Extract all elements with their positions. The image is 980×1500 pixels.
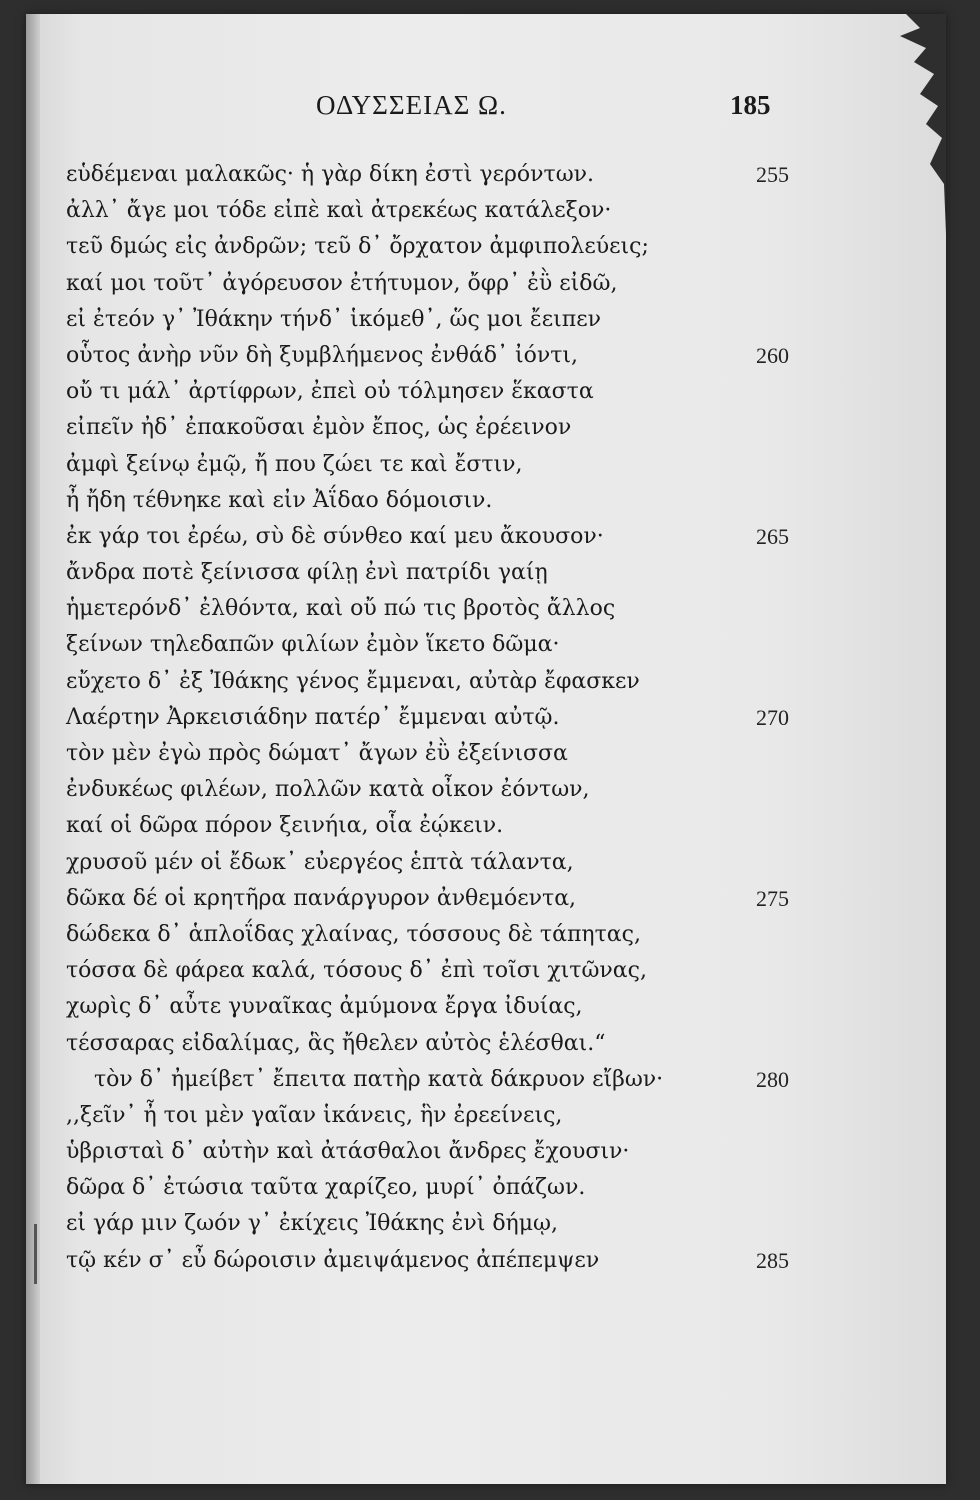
verse-text: τέσσαρας εἰδαλίμας, ἃς ἤθελεν αὐτὸς ἑλέσθαι.“ <box>66 1030 606 1056</box>
page-number: 185 <box>730 90 771 120</box>
verse-line <box>66 1062 866 1098</box>
book-page <box>26 14 946 1484</box>
verse-line <box>66 591 866 627</box>
verse-text: ξείνων τηλεδαπῶν φιλίων ἐμὸν ἵκετο δῶμα· <box>66 632 560 658</box>
verse-line <box>66 1098 866 1134</box>
verse-text: ἐκ γάρ τοι ἐρέω, σὺ δὲ σύνθεο καί μευ ἄκουσον· <box>66 523 604 549</box>
verse-line <box>66 157 866 193</box>
line-number: 255 <box>756 162 789 187</box>
verse-text: τόσσα δὲ φάρεα καλά, τόσους δ᾽ ἐπὶ τοῖσι χιτῶνας, <box>66 958 647 984</box>
verse-line <box>66 1026 866 1062</box>
verse-line <box>66 989 866 1025</box>
line-number: 285 <box>756 1247 789 1273</box>
verse-line <box>66 302 866 338</box>
line-number: 265 <box>756 523 789 549</box>
verse-line <box>66 519 866 555</box>
verse-line <box>66 664 866 700</box>
verse-text: δῶκα δέ οἱ κρητῆρα πανάργυρον ἀνθεμόεντα, <box>66 885 577 911</box>
book-title: ΟΔΥΣΣΕΙΑΣ Ω. <box>316 90 507 120</box>
line-number: 270 <box>756 704 789 730</box>
verse-line <box>66 917 866 953</box>
verse-text: οὗτος ἀνὴρ νῦν δὴ ξυμβλήμενος ἐνθάδ᾽ ἰόντι, <box>66 342 579 368</box>
line-number: 280 <box>756 1066 789 1092</box>
verse-line <box>66 845 866 881</box>
verse-line <box>66 338 866 374</box>
verse-text: εἰ γάρ μιν ζωόν γ᾽ ἐκίχεις Ἰθάκης ἐνὶ δήμῳ, <box>66 1211 558 1237</box>
verse-line <box>66 410 866 446</box>
verse-line <box>66 1206 866 1242</box>
verse-text: χρυσοῦ μέν οἱ ἔδωκ᾽ εὐεργέος ἑπτὰ τάλαντα, <box>66 849 574 875</box>
verse-line <box>66 447 866 483</box>
verse-line <box>66 700 866 736</box>
verse-line <box>66 1134 866 1170</box>
binding-mark <box>34 1224 37 1284</box>
page-gutter-shadow <box>26 14 40 1484</box>
verse-text: τὸν μὲν ἐγὼ πρὸς δώματ᾽ ἄγων ἐῢ ἐξείνισσα <box>66 741 568 766</box>
verse-line <box>66 483 866 519</box>
verse-text: τὸν δ᾽ ἠμείβετ᾽ ἔπειτα πατὴρ κατὰ δάκρυον εἴβων· <box>94 1066 664 1092</box>
line-number: 275 <box>756 885 789 911</box>
verse-text: τῷ κέν σ᾽ εὖ δώροισιν ἀμειψάμενος ἀπέπεμψεν <box>66 1247 600 1273</box>
verse-line <box>66 555 866 591</box>
verse-line <box>66 808 866 844</box>
verse-line <box>66 374 866 410</box>
verse-text: καί οἱ δῶρα πόρον ξεινήια, οἷα ἐῴκειν. <box>66 813 504 839</box>
verse-line <box>66 772 866 808</box>
verse-text: εἰ ἐτεόν γ᾽ Ἰθάκην τήνδ᾽ ἱκόμεθ᾽, ὥς μοι ἔειπεν <box>66 306 601 332</box>
verse-line <box>66 229 866 265</box>
verse-line <box>66 881 866 917</box>
torn-page-corner <box>886 14 946 234</box>
verse-text: ἐνδυκέως φιλέων, πολλῶν κατὰ οἶκον ἐόντων, <box>66 777 590 803</box>
verse-text: εὔχετο δ᾽ ἐξ Ἰθάκης γένος ἔμμεναι, αὐτὰρ ἔφασκεν <box>66 668 640 694</box>
verse-text: χωρὶς δ᾽ αὖτε γυναῖκας ἀμύμονα ἔργα ἰδυίας, <box>66 994 583 1020</box>
verse-text: καί μοι τοῦτ᾽ ἀγόρευσον ἐτήτυμον, ὄφρ᾽ ἐῢ εἰδῶ, <box>66 270 618 296</box>
verse-text: δώδεκα δ᾽ ἁπλοΐδας χλαίνας, τόσσους δὲ τάπητας, <box>66 921 641 947</box>
verse-text: δῶρα δ᾽ ἐτώσια ταῦτα χαρίζεο, μυρί᾽ ὀπάζων. <box>66 1175 586 1201</box>
verse-text: ἦ ἤδη τέθνηκε καὶ εἰν Ἀΐδαο δόμοισιν. <box>66 487 493 513</box>
verse-text: ὑβρισταὶ δ᾽ αὐτὴν καὶ ἀτάσθαλοι ἄνδρες ἔχουσιν· <box>66 1139 630 1165</box>
verse-text: Λαέρτην Ἀρκεισιάδην πατέρ᾽ ἔμμεναι αὐτῷ. <box>66 704 560 730</box>
line-number: 260 <box>756 342 789 368</box>
verse-text: ἡμετερόνδ᾽ ἐλθόντα, καὶ οὔ πώ τις βροτὸς ἄλλος <box>66 596 616 622</box>
verse-line <box>66 627 866 663</box>
verse-text: τεῦ δμώς εἰς ἀνδρῶν; τεῦ δ᾽ ὄρχατον ἀμφιπολεύεις; <box>66 234 649 260</box>
verse-line <box>66 736 866 772</box>
verse-line <box>66 193 866 229</box>
verse-text: ἄνδρα ποτὲ ξείνισσα φίλῃ ἐνὶ πατρίδι γαίῃ <box>66 560 548 586</box>
verse-text: οὔ τι μάλ᾽ ἀρτίφρων, ἐπεὶ οὐ τόλμησεν ἕκαστα <box>66 379 594 405</box>
verse-line <box>66 1170 866 1206</box>
verse-text: ,,ξεῖν᾽ ἦ τοι μὲν γαῖαν ἱκάνεις, ἣν ἐρεείνεις, <box>66 1102 563 1128</box>
verse-block <box>66 157 866 1279</box>
verse-text: εὑδέμεναι μαλακῶς· ἡ γὰρ δίκη ἐστὶ γερόντων. <box>66 162 594 187</box>
verse-line <box>66 953 866 989</box>
verse-text: ἀλλ᾽ ἄγε μοι τόδε εἰπὲ καὶ ἀτρεκέως κατάλεξον· <box>66 198 612 224</box>
verse-text: ἀμφὶ ξείνῳ ἐμῷ, ἤ που ζώει τε καὶ ἔστιν, <box>66 451 523 477</box>
verse-line <box>66 1243 866 1279</box>
verse-text: εἰπεῖν ἠδ᾽ ἐπακοῦσαι ἐμὸν ἔπος, ὡς ἐρέεινον <box>66 415 572 441</box>
verse-line <box>66 266 866 302</box>
